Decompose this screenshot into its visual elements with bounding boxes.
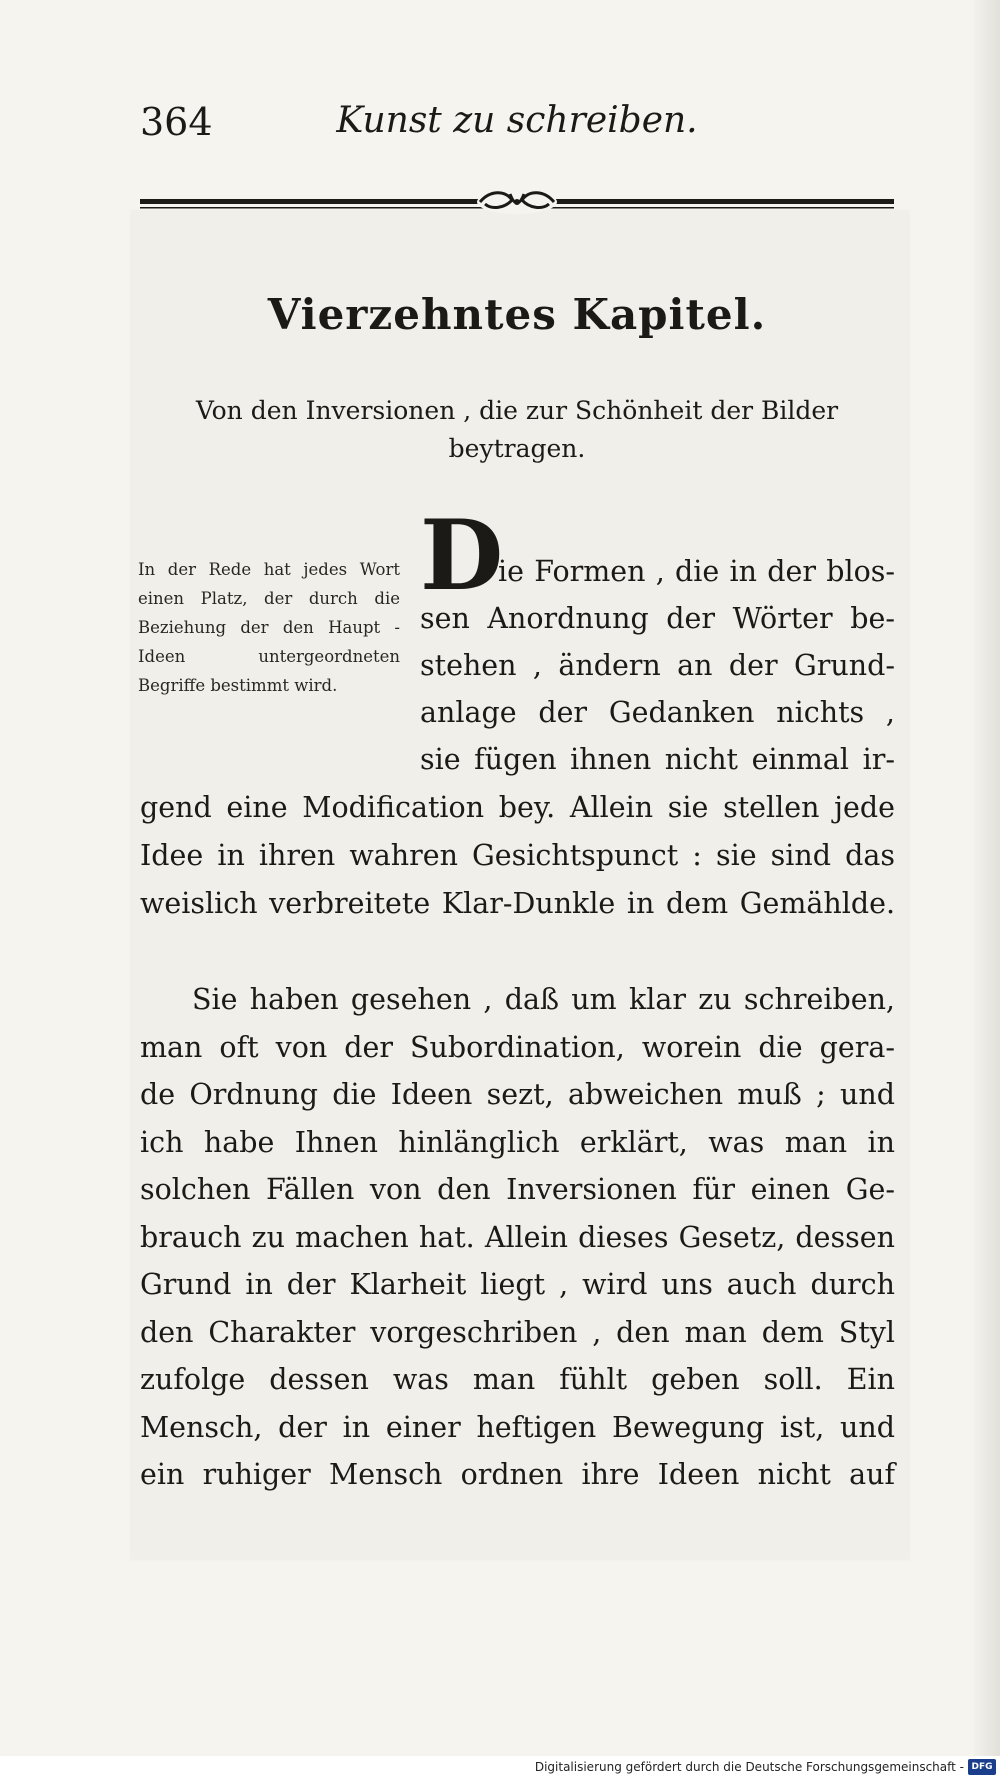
- text-line: stehen , ändern an der Grund-: [420, 649, 895, 682]
- running-title: Kunst zu schreiben.: [336, 100, 698, 141]
- page-number: 364: [140, 100, 213, 144]
- paragraph-1-opening: [420, 548, 895, 783]
- text-line: sie fügen ihnen nicht einmal ir-: [420, 743, 895, 776]
- text-line: Idee in ihren wahren Gesichtspunct : sie sind das: [140, 839, 895, 872]
- paragraph-1-continuation: [140, 784, 895, 928]
- text-line: Grund in der Klarheit liegt , wird uns auch durch: [140, 1268, 895, 1301]
- text-line: zufolge dessen was man fühlt geben soll. Ein: [140, 1363, 895, 1396]
- text-line: Sie haben gesehen , daß um klar zu schreiben,: [192, 983, 895, 1016]
- text-line: anlage der Gedanken nichts ,: [420, 696, 895, 729]
- text-line: den Charakter vorgeschriben , den man dem Styl: [140, 1315, 895, 1349]
- drop-cap: D: [420, 499, 504, 612]
- rule-ornament-icon: [477, 190, 557, 214]
- text-line: sen Anordnung der Wörter be-: [420, 602, 895, 635]
- text-line: de Ordnung die Ideen sezt, abweichen muß ; und: [140, 1078, 895, 1111]
- paragraph-2: [140, 976, 895, 1499]
- ornamental-rule: [140, 188, 894, 218]
- subtitle-line: Von den Inversionen , die zur Schönheit der Bilder: [195, 396, 839, 425]
- funding-credit: Digitalisierung gefördert durch die Deutsche Forschungsgemeinschaft -: [534, 1760, 964, 1774]
- page-header: [140, 100, 894, 150]
- subtitle-line: beytragen.: [448, 434, 586, 463]
- chapter-subtitle: [140, 392, 894, 468]
- text-line: man oft von der Subordination, worein die gera-: [140, 1030, 895, 1064]
- text-line: solchen Fällen von den Inversionen für einen Ge-: [140, 1173, 895, 1206]
- text-line: gend eine Modification bey. Allein sie stellen jede: [140, 791, 895, 824]
- page-edge-shadow: [974, 0, 1000, 1780]
- text-line: ich habe Ihnen hinlänglich erklärt, was man in: [140, 1125, 895, 1159]
- text-line: ein ruhiger Mensch ordnen ihre Ideen nicht auf: [140, 1458, 895, 1491]
- text-line: ie Formen , die in der blos-: [498, 555, 895, 588]
- text-line: weislich verbreitete Klar-Dunkle in dem Gemählde.: [140, 887, 895, 920]
- chapter-title: Vierzehntes Kapitel.: [267, 290, 767, 339]
- text-line: brauch zu machen hat. Allein dieses Gesetz, dessen: [140, 1220, 895, 1254]
- marginal-note: In der Rede hat jedes Wort einen Platz, der durch die Beziehung der den Haupt - Ideen untergeordneten Begriffe bestimmt wird.: [138, 560, 400, 695]
- dfg-logo[interactable]: DFG: [968, 1759, 996, 1775]
- text-line: Mensch, der in einer heftigen Bewegung ist, und: [140, 1410, 895, 1444]
